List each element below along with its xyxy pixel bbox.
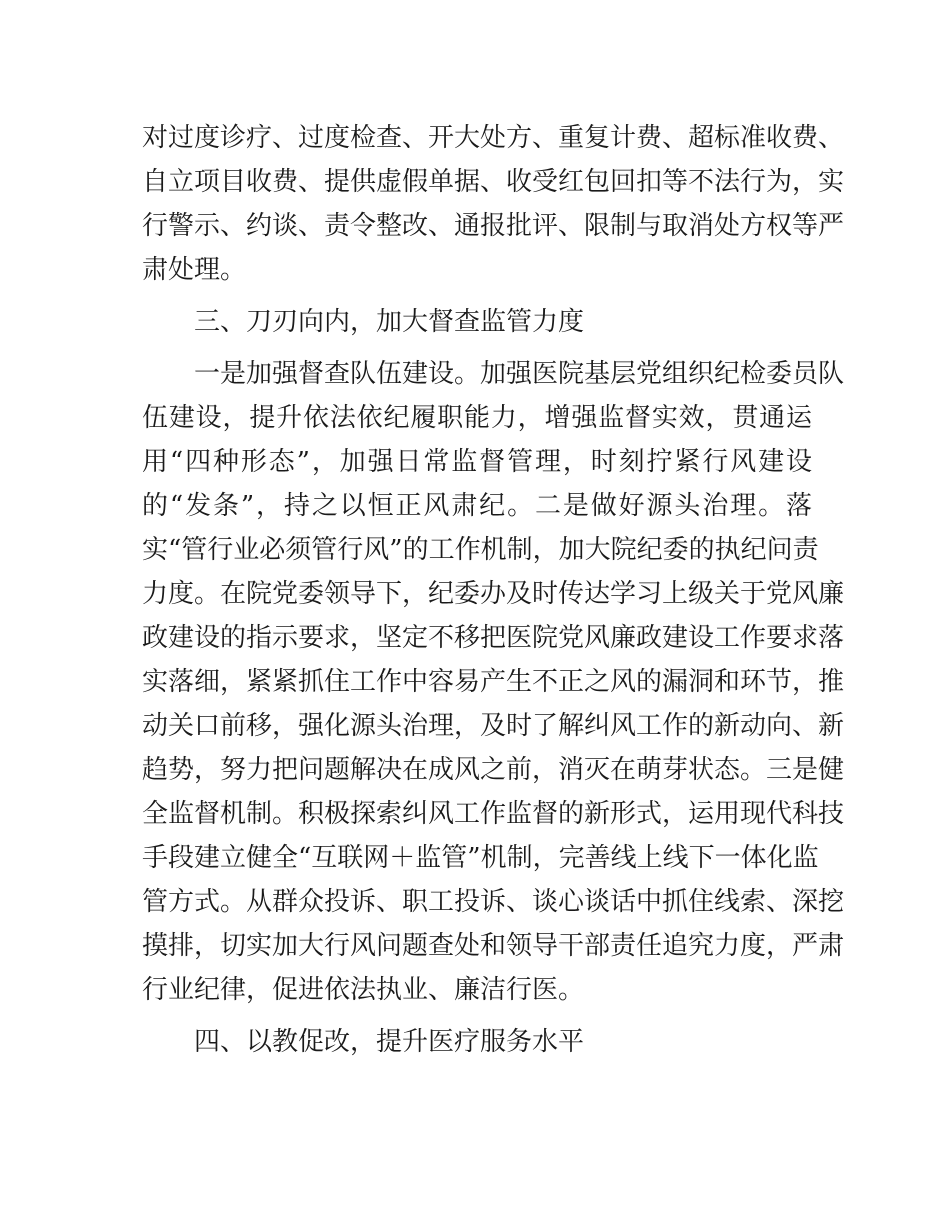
text-line: 政建设的指示要求，坚定不移把医院党风廉政建设工作要求落 [142,623,845,653]
text-line: 力度。在院党委领导下，纪委办及时传达学习上级关于党风廉 [142,579,845,609]
section-heading-4: 四、以教促改，提升医疗服务水平 [194,1027,585,1057]
text-line: 实“管行业必须管行风”的工作机制，加大院纪委的执纪问责 [142,535,819,565]
text-line: 管方式。从群众投诉、职工投诉、谈心谈话中抓住线索、深挖 [142,887,845,917]
text-line: 肃处理。 [142,255,247,285]
text-line: 实落细，紧紧抓住工作中容易产生不正之风的漏洞和环节，推 [142,667,845,697]
section-heading-3: 三、刀刃向内，加大督查监管力度 [194,307,585,337]
text-line: 行业纪律，促进依法执业、廉洁行医。 [142,975,585,1005]
text-line: 手段建立健全“互联网＋监管”机制，完善线上线下一体化监 [142,843,819,873]
text-line: 全监督机制。积极探索纠风工作监督的新形式，运用现代科技 [142,799,845,829]
text-line: 一是加强督查队伍建设。加强医院基层党组织纪检委员队 [194,359,845,389]
text-line: 用“四种形态”，加强日常监督管理，时刻拧紧行风建设 [142,447,812,477]
text-line: 的“发条”，持之以恒正风肃纪。二是做好源头治理。落 [142,491,812,521]
text-line: 自立项目收费、提供虚假单据、收受红包回扣等不法行为，实 [142,167,845,197]
text-line: 趋势，努力把问题解决在成风之前，消灭在萌芽状态。三是健 [142,755,845,785]
text-line: 伍建设，提升依法依纪履职能力，增强监督实效，贯通运 [142,403,812,433]
text-line: 行警示、约谈、责令整改、通报批评、限制与取消处方权等严 [142,211,845,241]
text-line: 摸排，切实加大行风问题查处和领导干部责任追究力度，严肃 [142,931,845,961]
text-line: 对过度诊疗、过度检查、开大处方、重复计费、超标准收费、 [142,123,845,153]
text-line: 动关口前移，强化源头治理，及时了解纠风工作的新动向、新 [142,711,845,741]
